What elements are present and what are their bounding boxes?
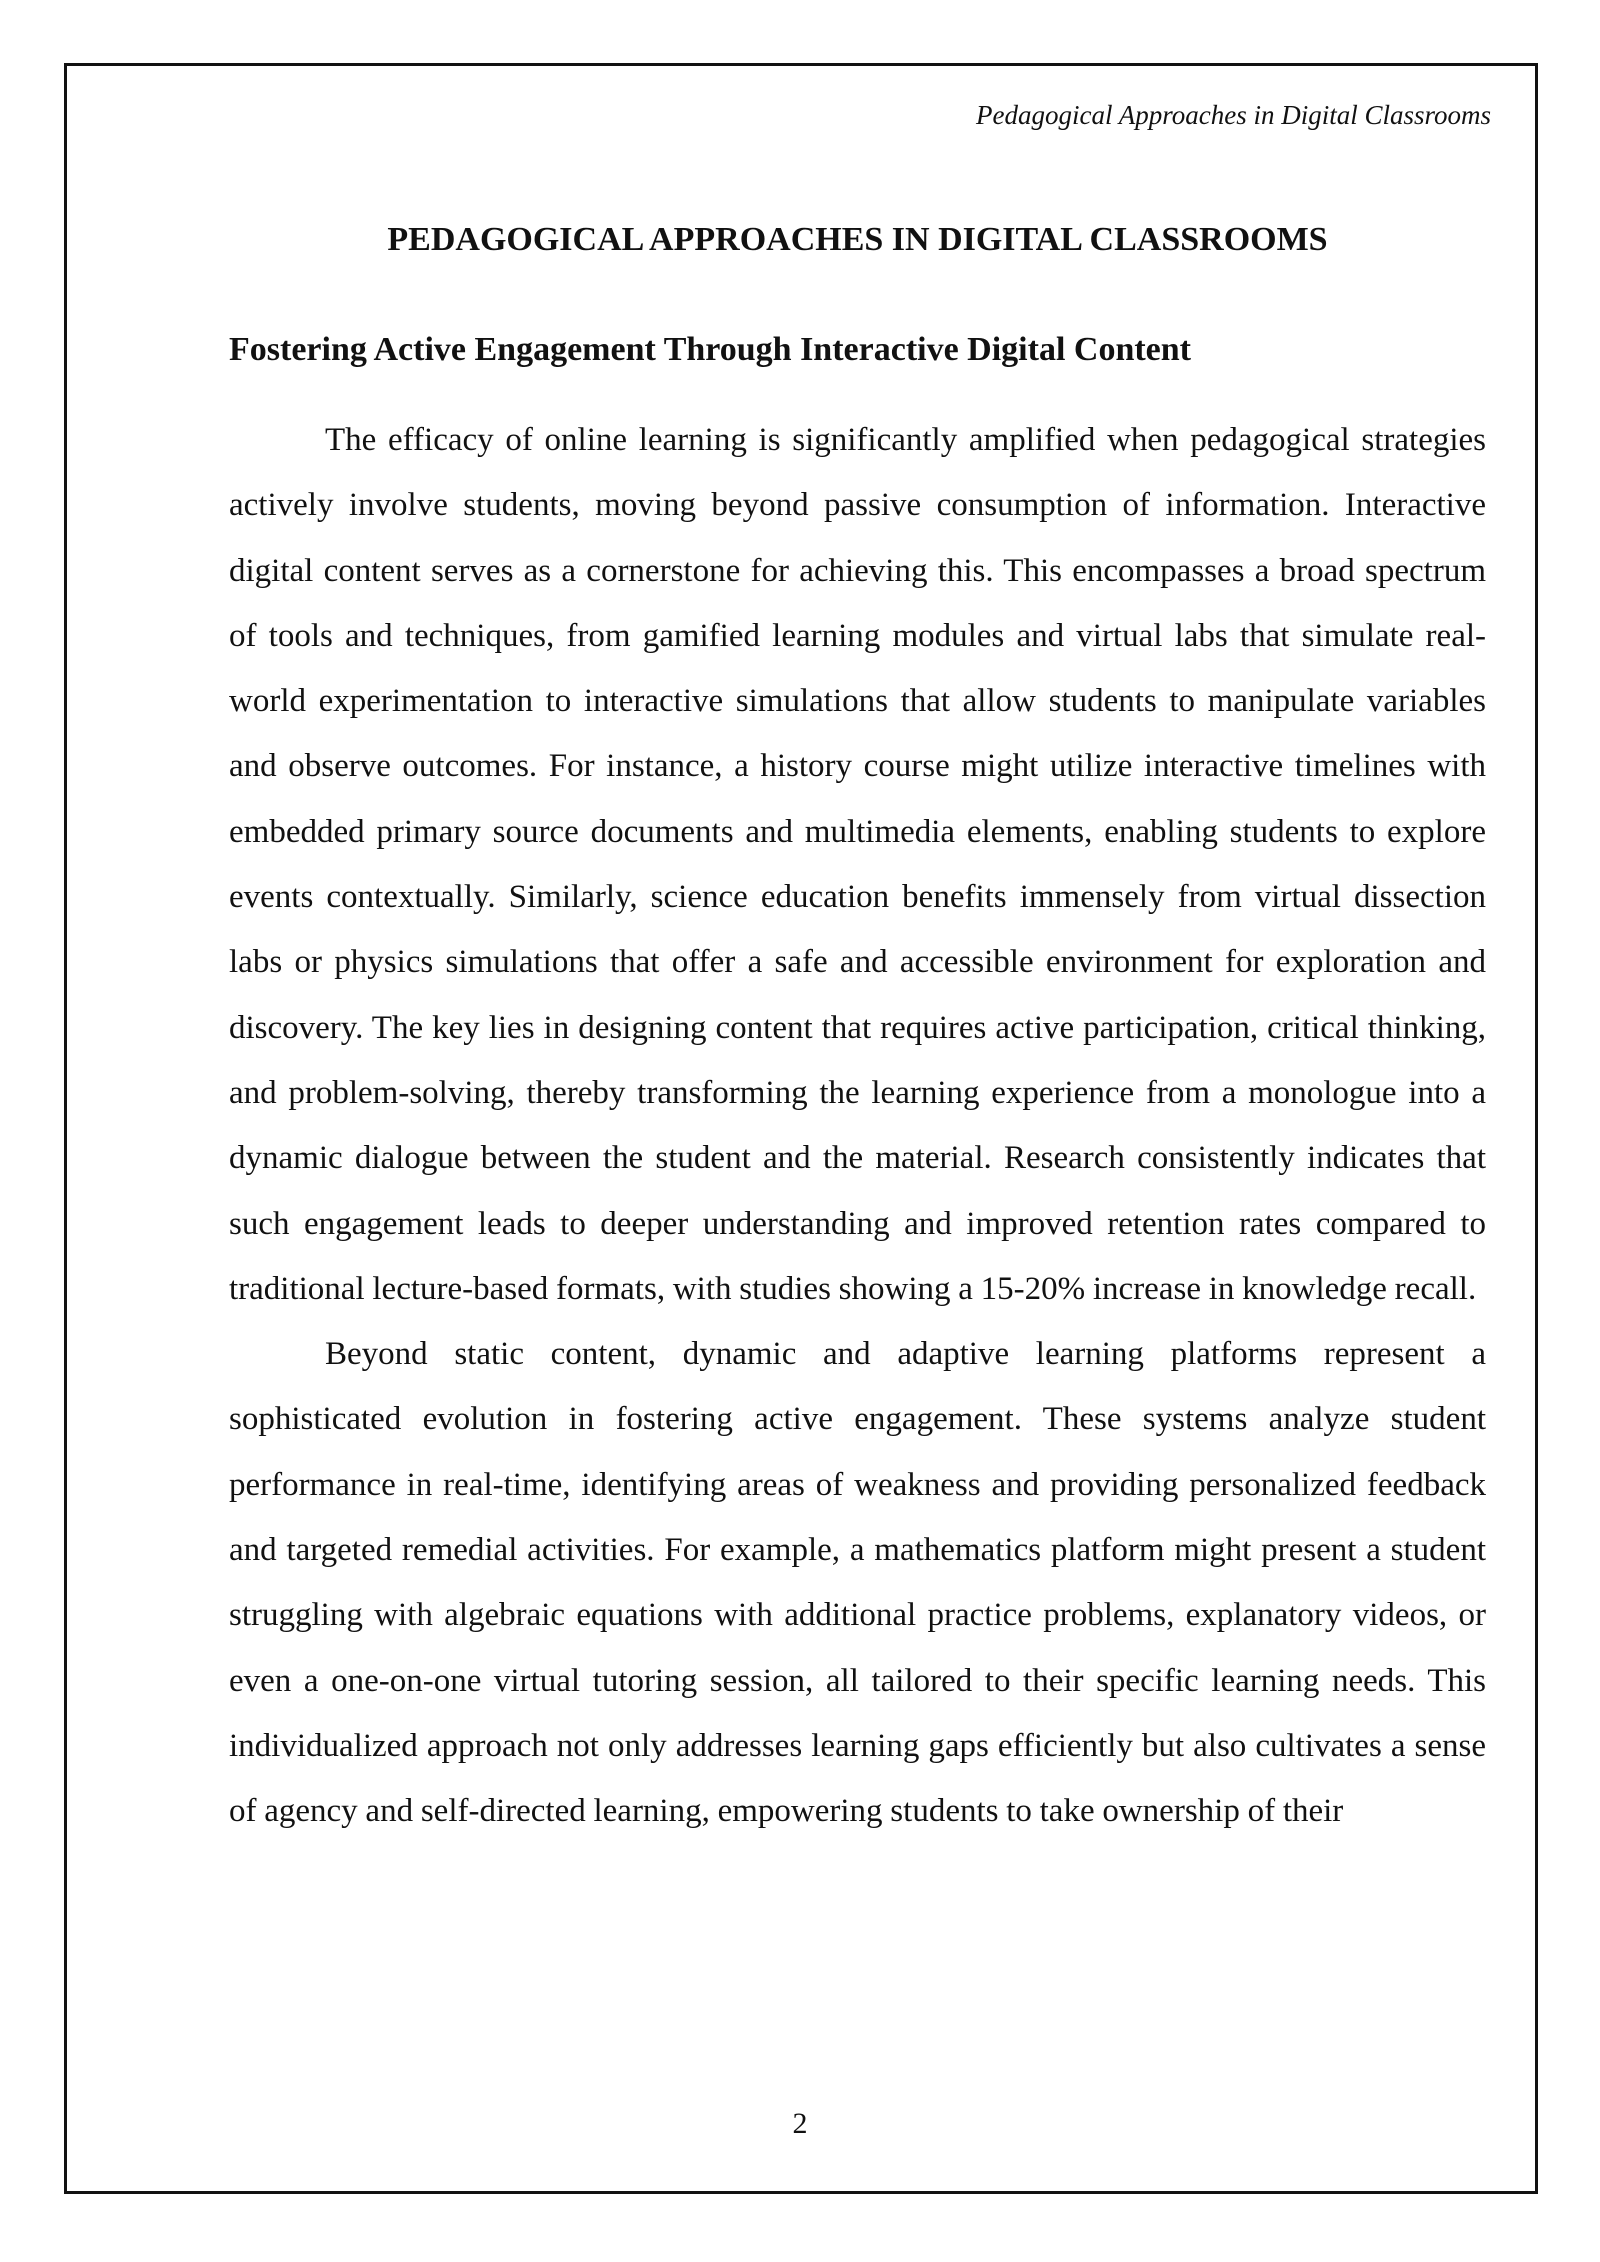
document-title: PEDAGOGICAL APPROACHES IN DIGITAL CLASSROOMS (387, 221, 1328, 258)
paragraph: Beyond static content, dynamic and adaptive learning platforms represent a sophisticated evolution in fostering active engagement. These systems analyze student performance in real-time, identifying areas of weakness and providing personalized feedback and targeted remedial activities. For example, a mathematics platform might present a student struggling with algebraic equations with additional practice problems, explanatory videos, or even a one-on-one virtual tutoring session, all tailored to their specific learning needs. This individualized approach not only addresses learning gaps efficiently but also cultivates a sense of agency and self-directed learning, empowering students to take ownership of their (229, 1336, 1486, 1830)
body-text (229, 408, 1486, 1845)
page-number: 2 (792, 2107, 808, 2140)
running-header: Pedagogical Approaches in Digital Classrooms (976, 100, 1491, 130)
paragraph: The efficacy of online learning is significantly amplified when pedagogical strategies actively involve students, moving beyond passive consumption of information. Interactive digital content serves as a cornerstone for achieving this. This encompasses a broad spectrum of tools and techniques, from gamified learning modules and virtual labs that simulate real-world experimentation to interactive simulations that allow students to manipulate variables and observe outcomes. For instance, a history course might utilize interactive timelines with embedded primary source documents and multimedia elements, enabling students to explore events contextually. Similarly, science education benefits immensely from virtual dissection labs or physics simulations that offer a safe and accessible environment for exploration and discovery. The key lies in designing content that requires active participation, critical thinking, and problem-solving, thereby transforming the learning experience from a monologue into a dynamic dialogue between the student and the material. Research consistently indicates that such engagement leads to deeper understanding and improved retention rates compared to traditional lecture-based formats, with studies showing a 15-20% increase in knowledge recall. (229, 422, 1486, 1307)
section-heading: Fostering Active Engagement Through Interactive Digital Content (229, 331, 1191, 368)
